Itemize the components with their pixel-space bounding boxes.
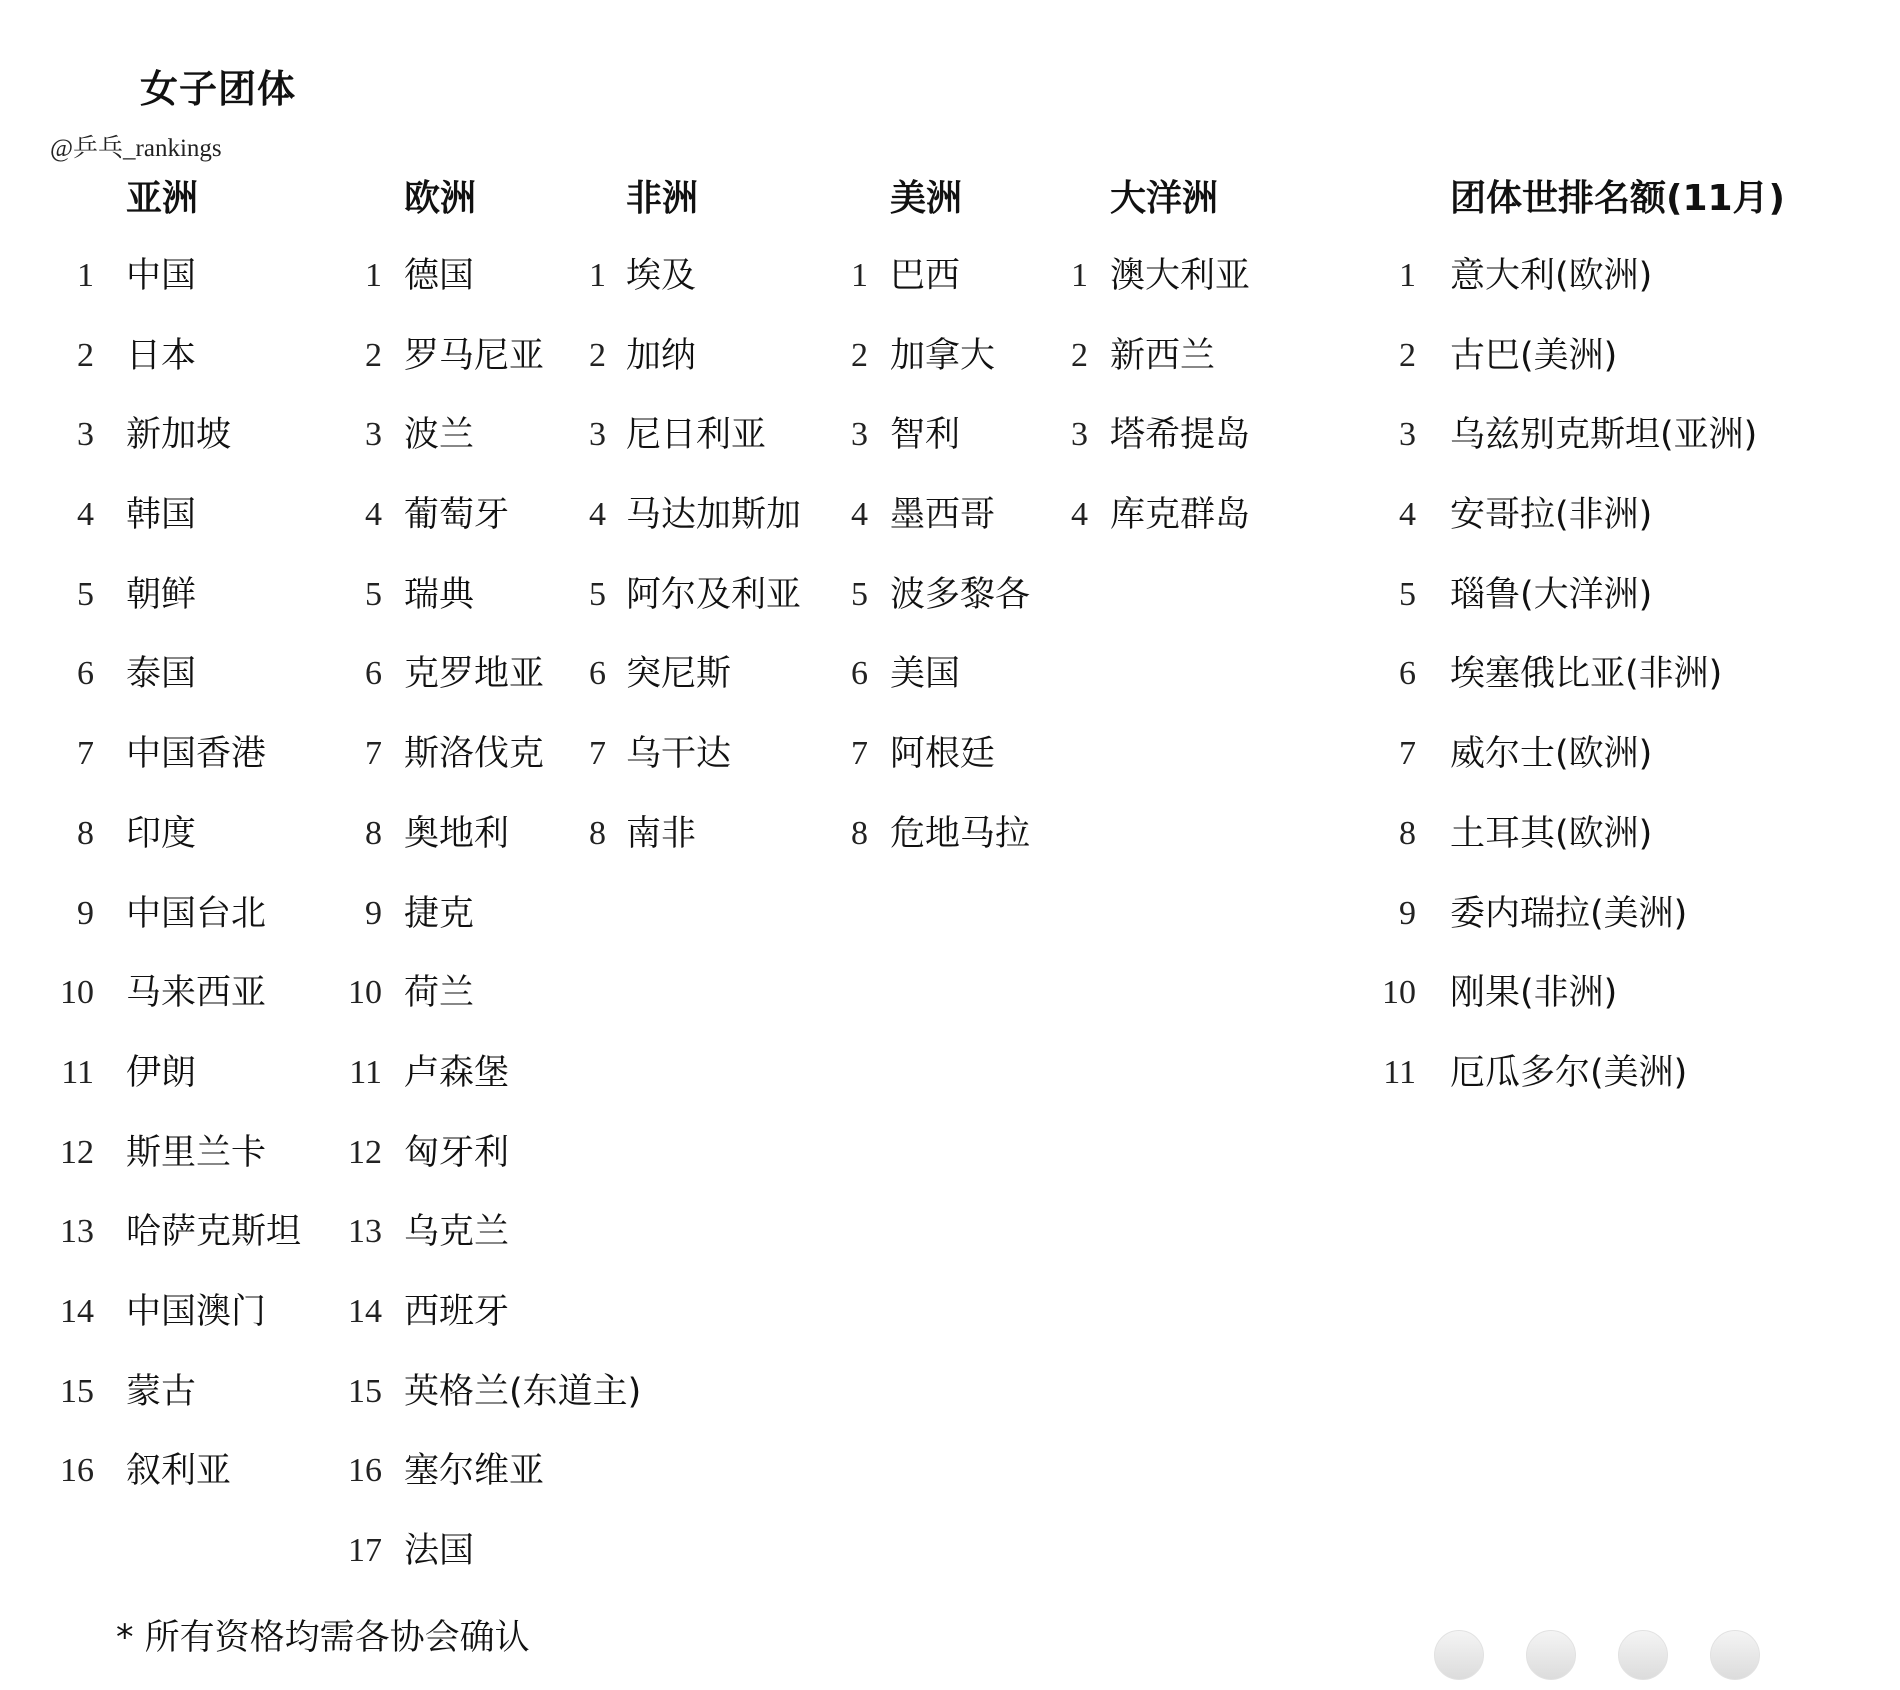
rank-number: 4 [77,496,94,534]
list-item [578,650,801,730]
team-name: 斯洛伐克 [404,734,545,775]
team-name: 新加坡 [126,415,232,456]
rank-number: 4 [1071,496,1088,534]
column-oceania [1062,172,1250,571]
list-item [840,730,1030,810]
rank-number: 4 [851,496,868,534]
team-name: 乌克兰 [404,1212,510,1253]
rank-number: 14 [348,1292,382,1330]
team-name: 刚果(非洲) [1450,973,1618,1014]
team-name: 韩国 [126,495,197,536]
team-name: 波兰 [404,415,475,456]
rank-number: 7 [365,735,382,773]
rank-number: 2 [365,336,382,374]
team-name: 葡萄牙 [404,495,510,536]
column-africa [578,172,801,890]
column-americas [840,172,1030,890]
list-item [58,491,301,571]
team-name: 古巴(美洲) [1450,335,1618,376]
team-name: 意大利(欧洲) [1450,256,1653,296]
list-item [1370,810,1785,890]
column-list [1370,252,1785,1129]
list-item [58,650,301,730]
team-name: 阿尔及利亚 [626,574,802,615]
list-item [578,332,801,412]
column-list [1062,252,1250,571]
rank-number: 4 [589,496,606,534]
list-item [840,411,1030,491]
list-item [58,1288,301,1368]
team-name: 乌干达 [626,734,732,775]
rank-number: 3 [589,416,606,454]
page-dot-icon[interactable] [1618,1630,1668,1680]
list-item [336,1288,641,1368]
rank-number: 8 [77,814,94,852]
rank-number: 1 [589,257,606,294]
list-item [1370,890,1785,970]
rank-number: 2 [851,336,868,374]
list-item [336,1129,641,1209]
list-item [58,332,301,412]
team-name: 泰国 [126,654,197,695]
rank-number: 2 [589,336,606,374]
rank-number: 1 [851,257,868,294]
list-item [1062,411,1250,491]
list-item [58,1368,301,1448]
rank-number: 15 [60,1372,94,1410]
rank-number: 9 [365,894,382,932]
list-item [840,491,1030,571]
team-name: 巴西 [890,256,961,296]
list-item [578,571,801,651]
rank-number: 5 [851,575,868,613]
team-name: 库克群岛 [1110,495,1251,536]
team-name: 中国 [126,256,197,296]
rank-number: 13 [60,1213,94,1251]
rank-number: 11 [1383,1053,1416,1091]
image-pager [1434,1630,1760,1680]
list-item [58,252,301,332]
list-item [58,890,301,970]
team-name: 安哥拉(非洲) [1450,495,1653,536]
team-name: 印度 [126,813,197,854]
team-name: 伊朗 [126,1052,197,1093]
team-name: 哈萨克斯坦 [126,1212,302,1253]
column-heading: 美洲 [890,178,963,219]
list-item [840,810,1030,890]
team-name: 尼日利亚 [626,415,767,456]
column-heading: 团体世排名额(11月) [1450,178,1786,219]
team-name: 法国 [404,1531,475,1571]
team-name: 委内瑞拉(美洲) [1450,893,1688,934]
team-name: 埃塞俄比亚(非洲) [1450,654,1723,695]
rank-number: 8 [365,814,382,852]
list-item [1370,969,1785,1049]
list-item [1370,730,1785,810]
list-item [578,810,801,890]
team-name: 瑙鲁(大洋洲) [1450,574,1653,615]
list-item [58,969,301,1049]
team-name: 捷克 [404,893,475,934]
rank-number: 1 [1399,257,1416,294]
rank-number: 7 [1399,735,1416,773]
team-name: 日本 [126,335,197,376]
rank-number: 6 [589,655,606,693]
team-name: 叙利亚 [126,1451,232,1492]
list-item [1062,332,1250,412]
rank-number: 4 [365,496,382,534]
list-item [1370,571,1785,651]
list-item [336,1447,641,1527]
team-name: 卢森堡 [404,1052,510,1093]
column-list [840,252,1030,890]
list-item [578,252,801,332]
team-name: 美国 [890,654,961,695]
team-name: 澳大利亚 [1110,256,1251,296]
rank-number: 16 [348,1452,382,1490]
rank-number: 3 [365,416,382,454]
column-asia [58,172,301,1527]
team-name: 中国澳门 [126,1291,267,1332]
rank-number: 10 [60,974,94,1012]
list-item [1370,650,1785,730]
team-name: 蒙古 [126,1371,197,1412]
team-name: 厄瓜多尔(美洲) [1450,1052,1688,1093]
rank-number: 2 [1399,336,1416,374]
page-dot-icon[interactable] [1434,1630,1484,1680]
page-dot-icon[interactable] [1526,1630,1576,1680]
rank-number: 2 [1071,336,1088,374]
team-name: 智利 [890,415,961,456]
rank-number: 6 [365,655,382,693]
column-list [58,252,301,1527]
rank-number: 4 [1399,496,1416,534]
rank-number: 9 [1399,894,1416,932]
rank-number: 1 [1071,257,1088,294]
rank-number: 3 [77,416,94,454]
rank-number: 8 [1399,814,1416,852]
rank-number: 3 [1399,416,1416,454]
rank-number: 8 [851,814,868,852]
team-name: 南非 [626,813,697,854]
list-item [58,810,301,890]
rank-number: 9 [77,894,94,932]
team-name: 奥地利 [404,813,510,854]
list-item [58,571,301,651]
team-name: 西班牙 [404,1291,510,1332]
rank-number: 14 [60,1292,94,1330]
rank-number: 5 [77,575,94,613]
rank-number: 16 [60,1452,94,1490]
list-item [336,1208,641,1288]
column-heading: 欧洲 [404,178,477,219]
team-name: 英格兰(东道主) [404,1371,642,1412]
list-item [1062,491,1250,571]
team-name: 中国香港 [126,734,267,775]
team-name: 乌兹别克斯坦(亚洲) [1450,415,1758,456]
list-item [1370,332,1785,412]
rank-number: 5 [589,575,606,613]
list-item [336,1527,641,1607]
rank-number: 17 [348,1532,382,1569]
team-name: 土耳其(欧洲) [1450,813,1653,854]
rank-number: 12 [60,1133,94,1171]
team-name: 马来西亚 [126,973,267,1014]
rank-number: 7 [851,735,868,773]
team-name: 荷兰 [404,973,475,1014]
rank-number: 11 [349,1053,382,1091]
team-name: 马达加斯加 [626,495,802,536]
team-name: 墨西哥 [890,495,996,536]
rank-number: 13 [348,1213,382,1251]
list-item [336,1368,641,1448]
list-item [58,730,301,810]
team-name: 威尔士(欧洲) [1450,734,1653,775]
rank-number: 6 [77,655,94,693]
team-name: 朝鲜 [126,574,197,615]
list-item [578,730,801,810]
rank-number: 6 [851,655,868,693]
list-item [1370,411,1785,491]
team-name: 埃及 [626,256,697,296]
team-name: 危地马拉 [890,813,1031,854]
list-item [840,650,1030,730]
list-item [1370,252,1785,332]
list-item [840,252,1030,332]
list-item [58,1129,301,1209]
rank-number: 1 [77,257,94,294]
rank-number: 11 [61,1053,94,1091]
team-name: 罗马尼亚 [404,335,545,376]
team-name: 新西兰 [1110,335,1216,376]
list-item [578,491,801,571]
page-dot-icon[interactable] [1710,1630,1760,1680]
rank-number: 10 [348,974,382,1012]
rank-number: 3 [1071,416,1088,454]
team-name: 加纳 [626,335,697,376]
team-name: 塔希提岛 [1110,415,1251,456]
list-item [58,1447,301,1527]
list-item [58,1049,301,1129]
team-name: 德国 [404,256,475,296]
list-item [840,332,1030,412]
team-name: 波多黎各 [890,574,1031,615]
rank-number: 8 [589,814,606,852]
rank-number: 15 [348,1372,382,1410]
rank-number: 12 [348,1133,382,1171]
column-heading: 非洲 [626,178,699,219]
rank-number: 7 [589,735,606,773]
list-item [578,411,801,491]
rank-number: 3 [851,416,868,454]
credit-watermark: @乒乓_rankings [50,135,222,162]
rank-number: 5 [365,575,382,613]
page-title: 女子团体 [140,67,297,111]
list-item [1370,1049,1785,1129]
list-item [58,411,301,491]
list-item [58,1208,301,1288]
column-world-ranking [1370,172,1785,1129]
rank-number: 5 [1399,575,1416,613]
rank-number: 2 [77,336,94,374]
list-item [336,890,641,970]
team-name: 中国台北 [126,893,267,934]
list-item [336,969,641,1049]
team-name: 加拿大 [890,335,996,376]
team-name: 突尼斯 [626,654,732,695]
team-name: 斯里兰卡 [126,1132,267,1173]
list-item [1370,491,1785,571]
team-name: 克罗地亚 [404,654,545,695]
list-item [1062,252,1250,332]
rank-number: 6 [1399,655,1416,693]
rank-number: 7 [77,735,94,773]
list-item [336,1049,641,1129]
rank-number: 10 [1382,974,1416,1012]
column-list [578,252,801,890]
list-item [840,571,1030,651]
column-heading: 亚洲 [126,178,199,219]
team-name: 阿根廷 [890,734,996,775]
team-name: 瑞典 [404,574,475,615]
rank-number: 1 [365,257,382,294]
team-name: 塞尔维亚 [404,1451,545,1492]
footnote: * 所有资格均需各协会确认 [116,1618,530,1658]
team-name: 匈牙利 [404,1132,510,1173]
column-heading: 大洋洲 [1110,178,1219,219]
